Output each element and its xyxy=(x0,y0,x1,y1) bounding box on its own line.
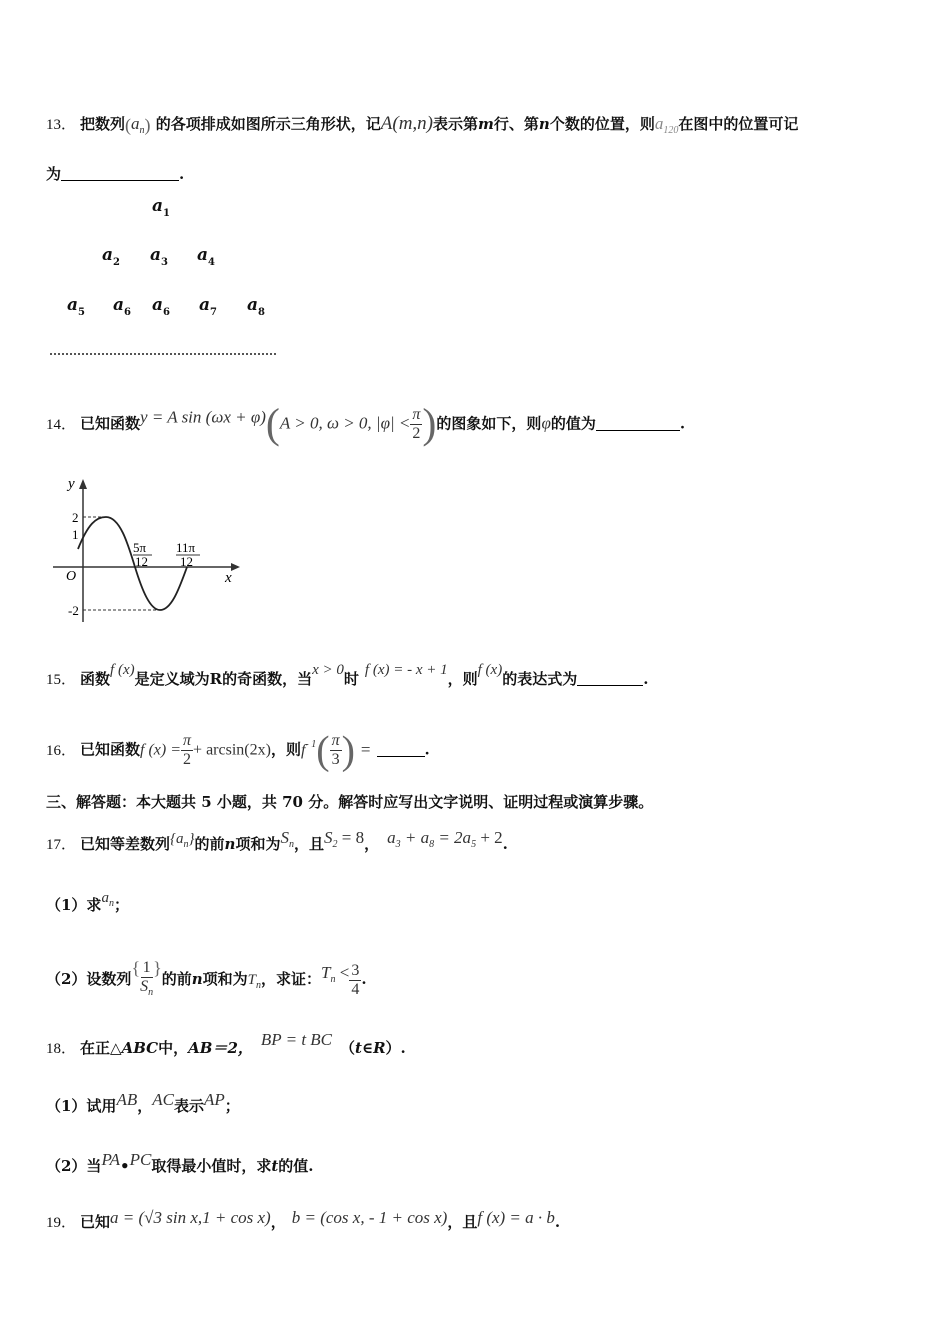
triangle-item: $a_1$ xyxy=(152,196,170,219)
triangle-item: $a_2$ xyxy=(102,245,120,268)
function-expr: y = A sin (ωx + φ) xyxy=(140,407,266,427)
question-number: 15． xyxy=(46,672,77,688)
tick-1: 1 xyxy=(72,527,79,542)
answer-blank[interactable] xyxy=(377,742,425,757)
answer-blank[interactable] xyxy=(596,416,680,431)
position-expr: A(m,n) xyxy=(380,113,434,134)
question-13: 13． 把数列$(a_n)$ 的各项排成如图所示三角形状，记A(m,n)表示第m行、第n个数的位置，则$a_{120}$在图中的位置可记 xyxy=(46,113,799,136)
tick-2: 2 xyxy=(72,510,79,525)
triangle-item: $a_6$ xyxy=(113,295,131,318)
question-18: 18． 在正△ABC中，AB＝2， BP = t BC （t∈R）. xyxy=(46,1030,406,1057)
a120: $a_{120}$ xyxy=(654,114,679,136)
triangle-item: $a_8$ xyxy=(247,295,265,318)
y-label: y xyxy=(68,476,75,492)
question-18-part-2: （2）当PA•PC取得最小值时，求t的值. xyxy=(46,1150,314,1175)
dotted-divider xyxy=(50,353,276,355)
question-13-cont: 为 . xyxy=(46,165,185,183)
triangle-item: $a_5$ xyxy=(67,295,85,318)
triangle-item: $a_7$ xyxy=(199,295,217,318)
answer-blank[interactable] xyxy=(61,166,179,181)
tick-11pi-12-den: 12 xyxy=(180,554,193,569)
tick-11pi-12-num: 11π xyxy=(176,540,196,555)
triangle-item: $a_6$ xyxy=(152,295,170,318)
question-number: 13． xyxy=(46,117,77,133)
tick-5pi-12-num: 5π xyxy=(133,540,147,555)
question-14: 14． 已知函数y = A sin (ωx + φ)(A > 0, ω > 0, |φ| < $\frac{\pi}{2}$ )的图象如下，则φ的值为 . xyxy=(46,401,686,448)
question-19: 19． 已知a = (√3 sin x,1 + cos x)， b = (cos x, - 1 + cos x)，且f (x) = a · b. xyxy=(46,1208,561,1231)
question-number: 16． xyxy=(46,742,77,759)
condition: A > 0, ω > 0, |φ| < xyxy=(279,413,411,433)
answer-blank[interactable] xyxy=(577,671,643,686)
tick-5pi-12-den: 12 xyxy=(135,554,148,569)
question-16: 16． 已知函数f (x) = $\frac{\pi}{2}$ + arcsin(2x)，则$f^{- 1}$( $\frac{\pi}{3}$ ) = . xyxy=(46,727,430,773)
y-axis-arrow xyxy=(79,479,87,489)
sine-curve xyxy=(78,517,187,610)
triangle-item: $a_3$ xyxy=(150,245,168,268)
question-17-part-2: （2）设数列{ $\frac{1}{S_n}$ }的前n项和为$T_n$，求证：$T_n$ < $\frac{3}{4}$ . xyxy=(46,958,367,998)
question-number: 19． xyxy=(46,1215,77,1231)
sine-graph xyxy=(48,474,248,624)
tick-neg2: -2 xyxy=(68,603,79,618)
question-number: 18． xyxy=(46,1041,77,1057)
origin-label: O xyxy=(66,569,77,584)
question-18-part-1: （1）试用AB，AC表示AP； xyxy=(46,1090,240,1115)
section-3-title: 三、解答题：本大题共 5 小题，共 70 分。解答时应写出文字说明、证明过程或演算步骤。 xyxy=(46,793,654,811)
question-15: 15． 函数f (x)是定义域为R的奇函数，当x > 0时 f (x) = - x + 1，则f (x)的表达式为 . xyxy=(46,662,649,688)
question-number: 14． xyxy=(46,416,77,433)
triangle-item: $a_4$ xyxy=(197,245,215,268)
x-label: x xyxy=(225,570,232,586)
question-17: 17． 已知等差数列$\{a_n\}$的前n项和为$S_n$，且$S_2 = 8$， $a_3 + a_8 = 2a_5 + 2$. xyxy=(46,828,508,853)
sequence-an: $a_n$ xyxy=(131,114,145,136)
x-axis-arrow xyxy=(231,563,240,571)
question-17-part-1: （1）求$a_n$； xyxy=(46,890,129,914)
question-number: 17． xyxy=(46,837,77,853)
